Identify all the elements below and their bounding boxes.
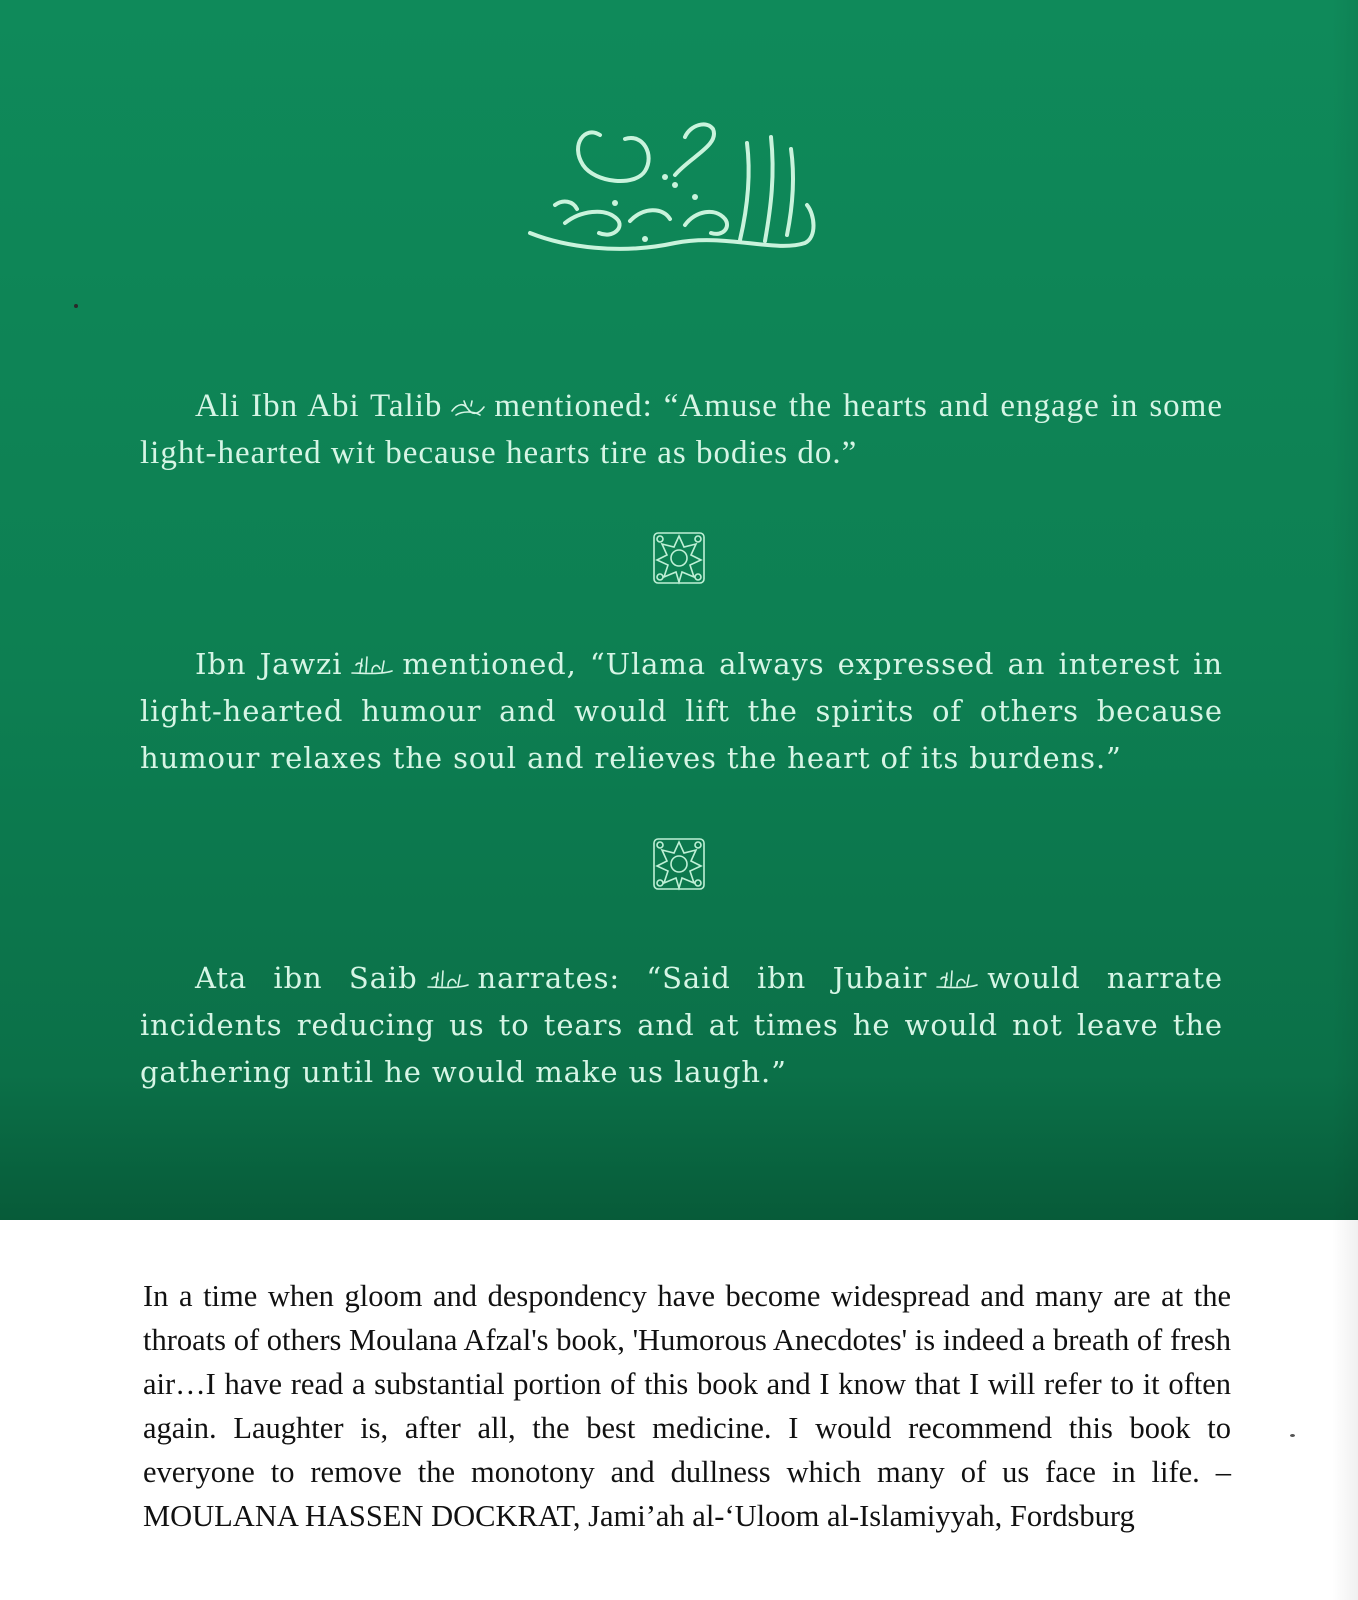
rahimahullah-honorific-icon — [935, 967, 979, 993]
radiyallahu-anhu-honorific-icon — [450, 397, 486, 419]
rahimahullah-honorific-icon — [426, 967, 470, 993]
quote-ata-ibn-saib — [140, 955, 1223, 1096]
scan-speck — [1290, 1434, 1295, 1437]
quote-rest: mentioned: “Amuse the hearts and engage in some light-hearted wit because hearts tire as bodies do.” — [140, 388, 1223, 471]
scan-speck — [74, 304, 78, 308]
arabic-calligraphy-logo-icon — [525, 115, 825, 275]
quote-lead: Ali Ibn Abi Talib — [195, 388, 443, 424]
quote-rest: would narrate incidents reducing us to tears and at times he would not leave the gathering until he would make us laugh.” — [140, 961, 1223, 1089]
page-edge-shadow — [1332, 0, 1358, 1600]
geometric-star-ornament-icon — [651, 530, 707, 586]
quote-ali-ibn-abi-talib — [140, 383, 1223, 477]
geometric-star-ornament-icon — [651, 836, 707, 892]
quote-middle: narrates: “Said ibn Jubair — [477, 961, 928, 995]
quote-lead: Ibn Jawzi — [195, 647, 343, 681]
quote-lead: Ata ibn Saib — [195, 961, 418, 995]
rahimahullah-honorific-icon — [350, 653, 394, 679]
endorsement-paragraph: In a time when gloom and despondency have become widespread and many are at the throats of others Moulana Afzal's book, 'Humorous Anecdotes' is indeed a breath of fresh air…I have read a substantial portion of this book and I know that I will refer to it often again. Laughter is, after all, the best medicine. I would recommend this book to everyone to remove the monotony and dullness which many of us face in life. – MOULANA HASSEN DOCKRAT, Jami’ah al-‘Uloom al-Islamiyyah, Fordsburg — [143, 1279, 1231, 1533]
quote-ibn-jawzi — [140, 641, 1223, 782]
quote-rest: mentioned, “Ulama always expressed an interest in light-hearted humour and would lift the spirits of others because humour relaxes the soul and relieves the heart of its burdens.” — [140, 647, 1223, 775]
